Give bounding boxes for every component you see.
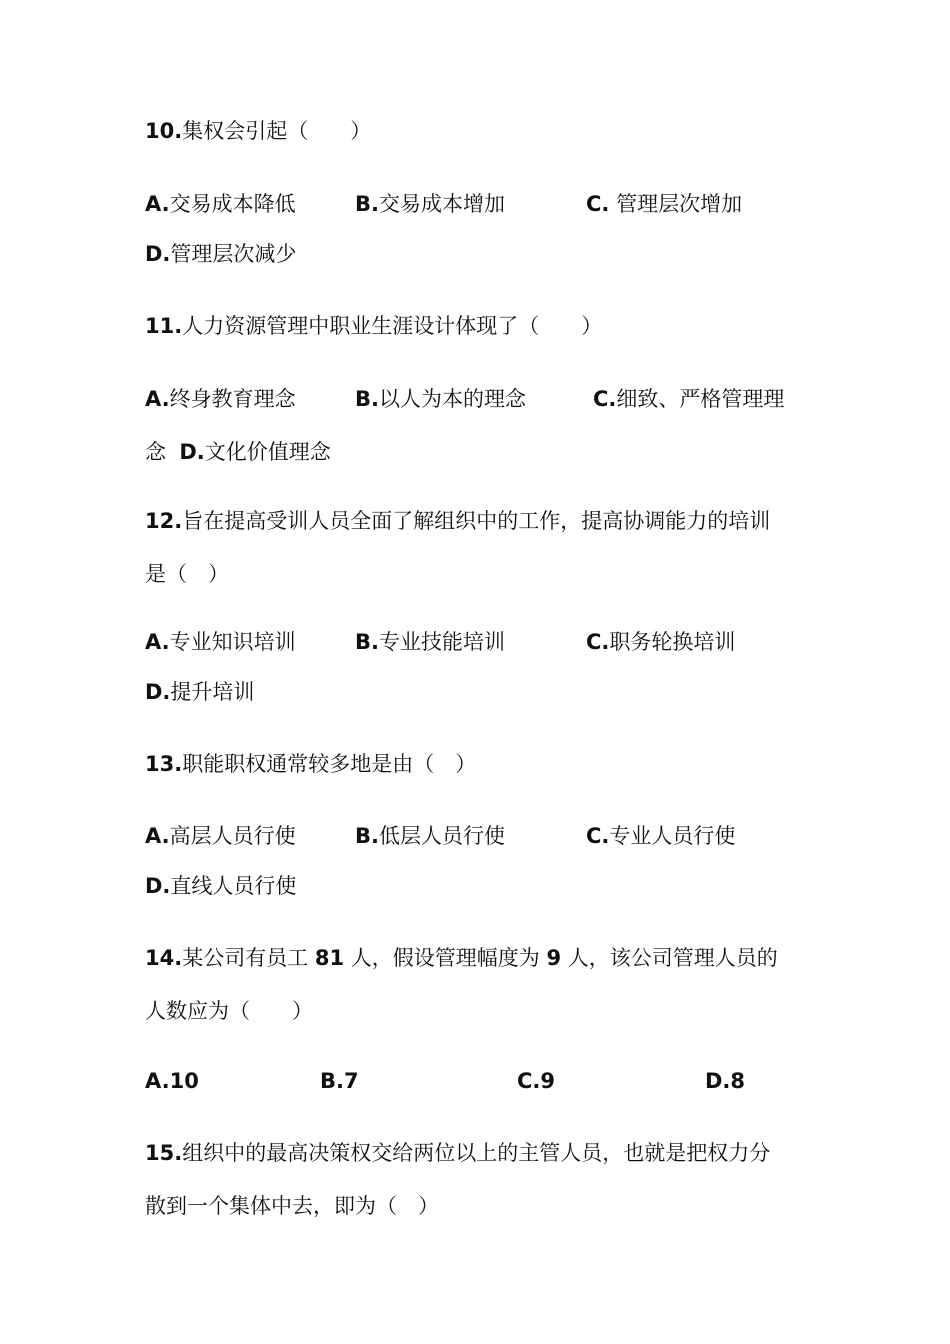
question-13-stem: [145, 750, 476, 778]
option-a: A.10: [145, 1069, 199, 1093]
question-number: 14.: [145, 946, 183, 970]
option-a: A.高层人员行使: [145, 824, 296, 848]
option-b: B.低层人员行使: [355, 824, 505, 848]
question-number: 15.: [145, 1141, 183, 1165]
option-b: B.交易成本增加: [355, 192, 505, 216]
question-15-stem-cont: 散到一个集体中去，即为（ ）: [145, 1194, 439, 1218]
option-a: A.专业知识培训: [145, 630, 296, 654]
question-11-stem: [145, 312, 602, 340]
question-number: 11.: [145, 314, 183, 338]
question-text: 职能职权通常较多地是由（ ）: [182, 752, 477, 776]
option-a: A.交易成本降低: [145, 192, 296, 216]
option-d: D.提升培训: [145, 680, 255, 704]
question-text: 人力资源管理中职业生涯设计体现了（ ）: [182, 314, 603, 338]
option-d: D.8: [705, 1069, 746, 1093]
option-c: C. 管理层次增加: [586, 192, 743, 216]
option-b: B.专业技能培训: [355, 630, 505, 654]
option-c: C.职务轮换培训: [586, 630, 736, 654]
option-c: C.专业人员行使: [586, 824, 736, 848]
option-b: B.以人为本的理念: [355, 387, 526, 411]
question-14-stem-cont: 人数应为（ ）: [145, 999, 313, 1023]
question-text: 组织中的最高决策权交给两位以上的主管人员，也就是把权力分: [182, 1141, 771, 1165]
option-a: A.终身教育理念: [145, 387, 296, 411]
question-12-stem-cont: 是（ ）: [145, 562, 229, 586]
question-12-stem: [145, 507, 770, 535]
question-number: 12.: [145, 509, 183, 533]
option-d: D.管理层次减少: [145, 242, 297, 266]
question-15-stem: [145, 1139, 770, 1167]
option-c: C.9: [517, 1069, 556, 1093]
question-text: 集权会引起（ ）: [182, 119, 372, 143]
wrapped-text: 念: [145, 440, 166, 464]
question-14-stem: 14.某公司有员工 81 人，假设管理幅度为 9 人，该公司管理人员的: [145, 946, 778, 970]
question-number: 10.: [145, 119, 183, 143]
question-10-stem: [145, 117, 371, 145]
option-c: C.细致、严格管理理: [593, 387, 785, 411]
option-d: 念 D.文化价值理念: [145, 440, 331, 464]
option-d: D.直线人员行使: [145, 874, 297, 898]
option-b: B.7: [320, 1069, 359, 1093]
question-number: 13.: [145, 752, 183, 776]
question-text: 旨在提高受训人员全面了解组织中的工作，提高协调能力的培训: [182, 509, 771, 533]
